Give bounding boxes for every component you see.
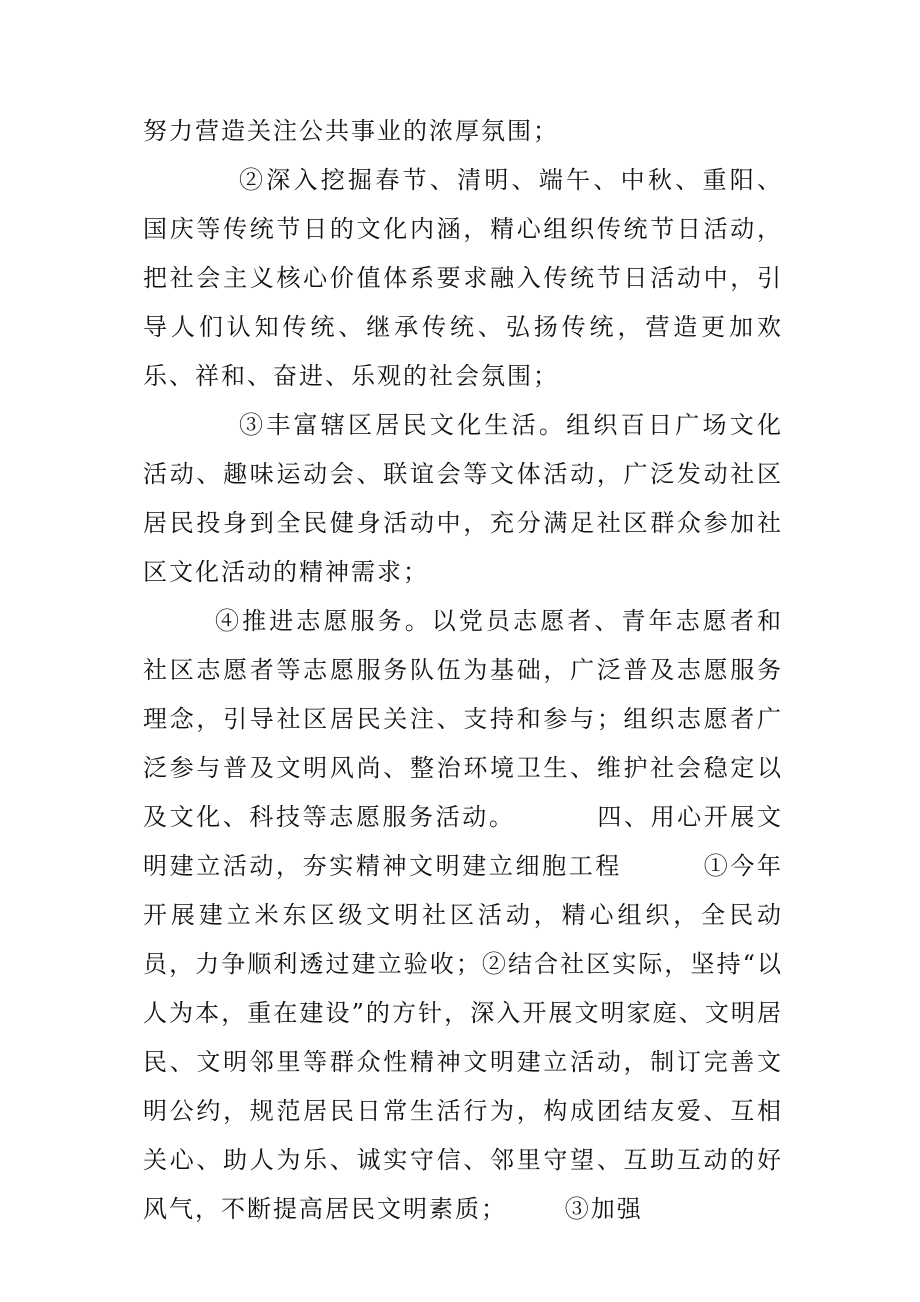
paragraph-cultural-life: ③丰富辖区居民文化生活。组织百日广场文化活动、趣味运动会、联谊会等文体活动，广泛发动社区居民投身到全民健身活动中，充分满足社区群众参加社区文化活动的精神需求； [143,411,783,586]
paragraph-continuation: 努力营造关注公共事业的浓厚氛围； [143,117,559,145]
paragraph-traditional-festivals: ②深入挖掘春节、清明、端午、中秋、重阳、国庆等传统节日的文化内涵，精心组织传统节日活动，把社会主义核心价值体系要求融入传统节日活动中，引导人们认知传统、继承传统、弘扬传统，营造更加欢乐、祥和、奋进、乐观的社会氛围； [143,166,783,390]
document-body [143,107,783,1234]
paragraph-volunteer-service: ④推进志愿服务。以党员志愿者、青年志愿者和社区志愿者等志愿服务队伍为基础，广泛普及志愿服务理念，引导社区居民关注、支持和参与；组织志愿者广泛参与普及文明风尚、整治环境卫生、维护社会稳定以及文化、科技等志愿服务活动。 四、用心开展文明建立活动，夯实精神文明建立细胞工程 ①今年开展建立米东区级文明社区活动，精心组织，全民动员，力争顺利透过建立验收；②结合社区实际，坚持“以人为本，重在建设”的方针，深入开展文明家庭、文明居民、文明邻里等群众性精神文明建立活动，制订完善文明公约，规范居民日常生活行为，构成团结友爱、互相关心、助人为乐、诚实守信、邻里守望、互助互动的好风气，不断提高居民文明素质； ③加强 [143,607,783,1223]
